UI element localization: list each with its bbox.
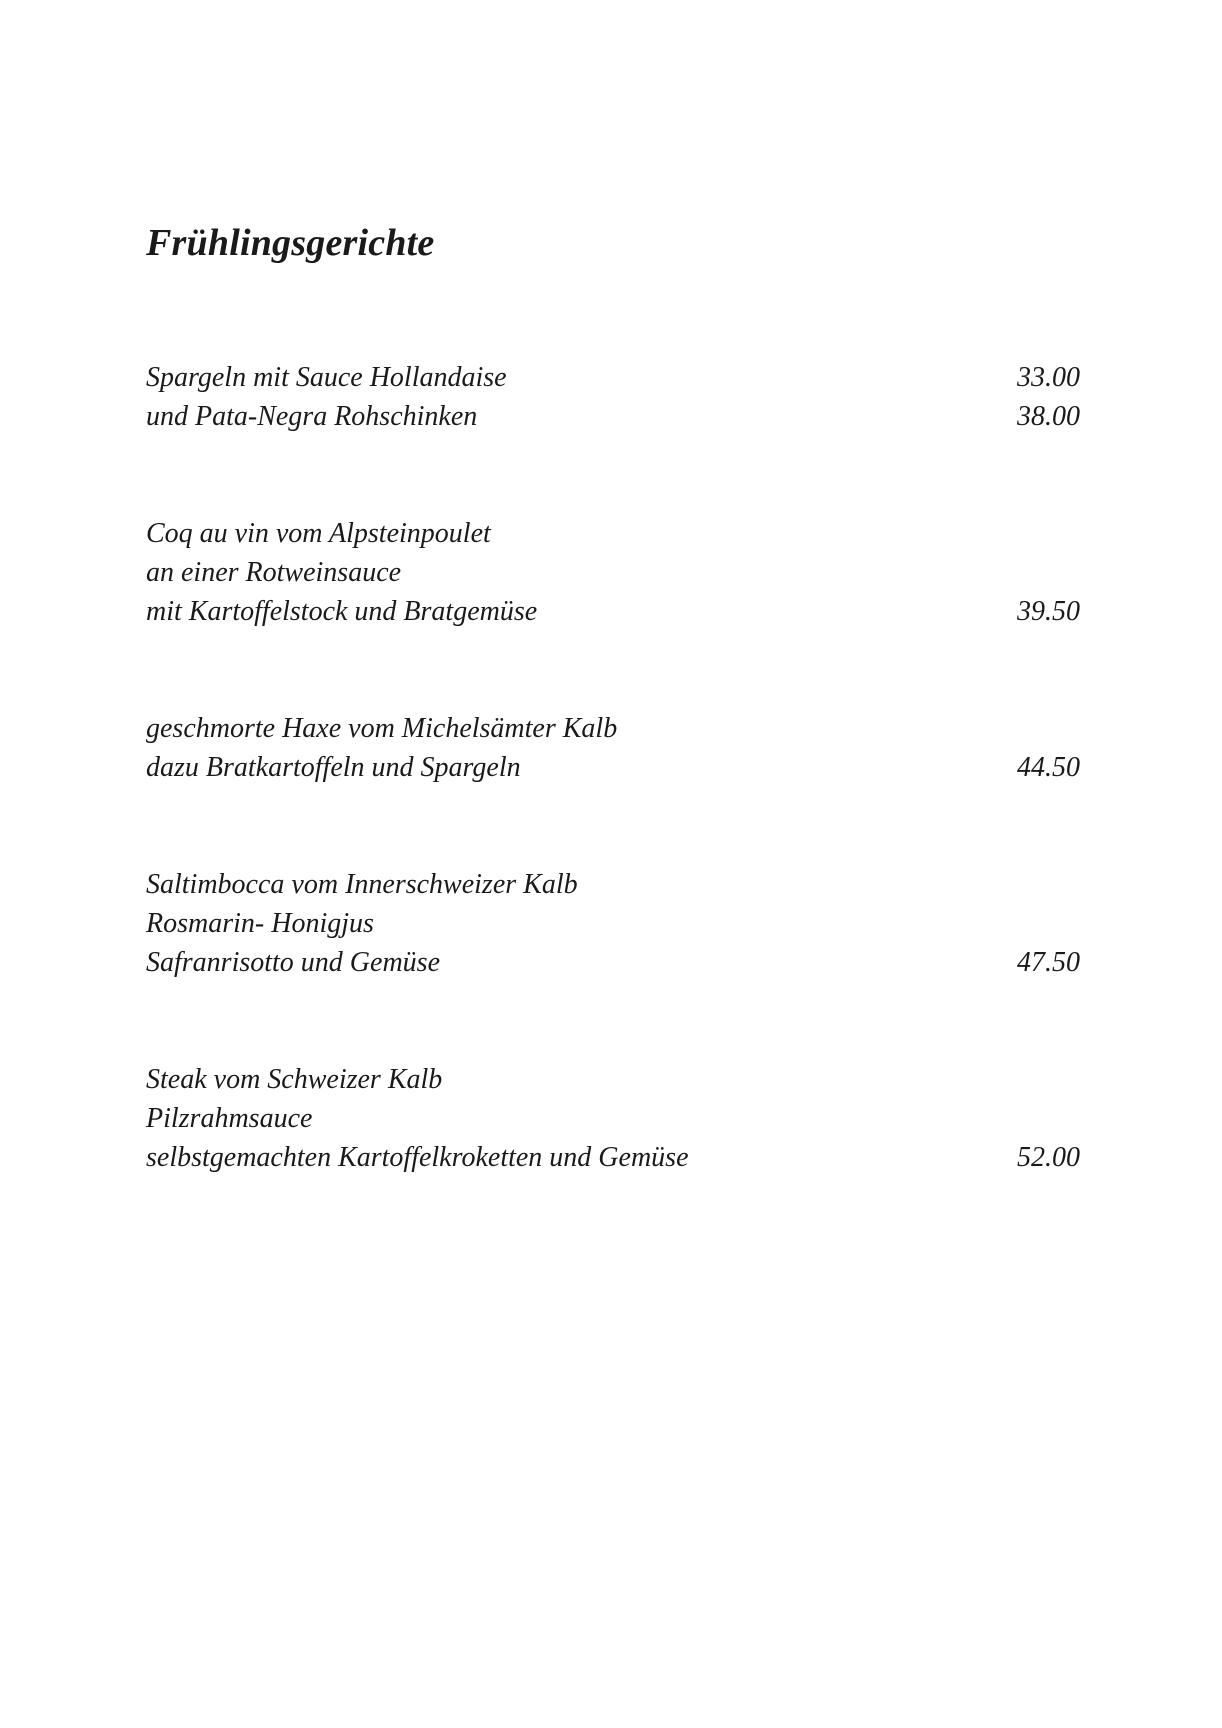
- dish-line: [146, 943, 1080, 982]
- dish-line: [146, 592, 1080, 631]
- dish-line: [146, 397, 1080, 436]
- dish-price: 47.50: [1017, 947, 1080, 978]
- dish-line: [146, 553, 1080, 592]
- dish-item: [146, 358, 1080, 436]
- dish-line: [146, 514, 1080, 553]
- dish-text: Spargeln mit Sauce Hollandaise: [146, 362, 507, 393]
- dish-text: Coq au vin vom Alpsteinpoulet: [146, 518, 491, 549]
- dish-text: Rosmarin- Honigjus: [146, 908, 374, 939]
- dish-line: [146, 1138, 1080, 1177]
- dish-line: [146, 1060, 1080, 1099]
- dish-price: 39.50: [1017, 596, 1080, 627]
- dish-line: [146, 748, 1080, 787]
- dish-text: mit Kartoffelstock und Bratgemüse: [146, 596, 538, 627]
- dish-text: an einer Rotweinsauce: [146, 557, 402, 588]
- dish-line: [146, 865, 1080, 904]
- dish-item: [146, 865, 1080, 982]
- dish-line: [146, 358, 1080, 397]
- menu-title: Frühlingsgerichte: [146, 222, 435, 264]
- dish-price: 44.50: [1017, 752, 1080, 783]
- dish-text: dazu Bratkartoffeln und Spargeln: [146, 752, 521, 783]
- dish-text: geschmorte Haxe vom Michelsämter Kalb: [146, 713, 618, 744]
- dish-price: 33.00: [1017, 362, 1080, 393]
- dish-item: [146, 514, 1080, 631]
- dish-item: [146, 709, 1080, 787]
- dish-text: Pilzrahmsauce: [146, 1103, 313, 1134]
- dish-price: 52.00: [1017, 1142, 1080, 1173]
- dish-text: und Pata-Negra Rohschinken: [146, 401, 478, 432]
- dish-line: [146, 709, 1080, 748]
- dish-line: [146, 1099, 1080, 1138]
- dish-text: Saltimbocca vom Innerschweizer Kalb: [146, 869, 578, 900]
- dish-price: 38.00: [1017, 401, 1080, 432]
- dish-line: [146, 904, 1080, 943]
- dish-item: [146, 1060, 1080, 1177]
- dish-text: Steak vom Schweizer Kalb: [146, 1064, 443, 1095]
- dish-text: Safranrisotto und Gemüse: [146, 947, 440, 978]
- dish-text: selbstgemachten Kartoffelkroketten und Gemüse: [146, 1142, 689, 1173]
